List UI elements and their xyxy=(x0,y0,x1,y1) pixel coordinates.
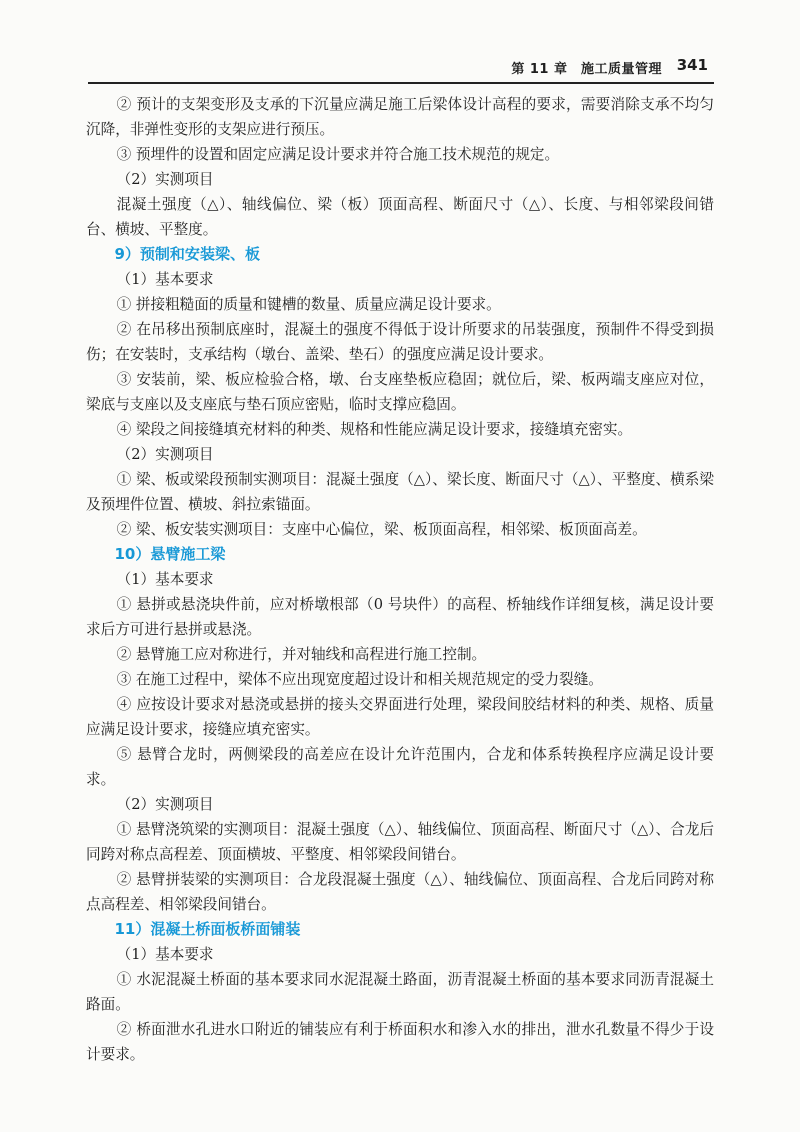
running-header xyxy=(88,52,714,84)
paragraph: ① 拼接粗糙面的质量和键槽的数量、质量应满足设计要求。 xyxy=(116,296,501,313)
paragraph: ③ 预埋件的设置和固定应满足设计要求并符合施工技术规范的规定。 xyxy=(116,146,560,163)
paragraph: 混凝土强度（△）、轴线偏位、梁（板）顶面高程、断面尺寸（△）、长度、与相邻梁段间错台、横坡、平整度。 xyxy=(86,196,714,238)
subheading: （1）基本要求 xyxy=(116,571,214,588)
paragraph: ② 预计的支架变形及支承的下沉量应满足施工后梁体设计高程的要求，需要消除支承不均匀沉降，非弹性变形的支架应进行预压。 xyxy=(86,96,714,138)
paragraph: ① 水泥混凝土桥面的基本要求同水泥混凝土路面，沥青混凝土桥面的基本要求同沥青混凝土路面。 xyxy=(86,971,714,1013)
paragraph: ① 悬拼或悬浇块件前，应对桥墩根部（0 号块件）的高程、桥轴线作详细复核，满足设计要求后方可进行悬拼或悬浇。 xyxy=(86,596,714,638)
subheading: （1）基本要求 xyxy=(116,946,214,963)
paragraph: ③ 安装前，梁、板应检验合格，墩、台支座垫板应稳固；就位后，梁、板两端支座应对位，梁底与支座以及支座底与垫石顶应密贴，临时支撑应稳固。 xyxy=(86,371,714,413)
paragraph: ③ 在施工过程中，梁体不应出现宽度超过设计和相关规范规定的受力裂缝。 xyxy=(116,671,603,688)
paragraph: ② 悬臂拼装梁的实测项目：合龙段混凝土强度（△）、轴线偏位、顶面高程、合龙后同跨对称点高程差、相邻梁段间错台。 xyxy=(86,871,714,913)
paragraph: ① 悬臂浇筑梁的实测项目：混凝土强度（△）、轴线偏位、顶面高程、断面尺寸（△）、合龙后同跨对称点高程差、顶面横坡、平整度、相邻梁段间错台。 xyxy=(86,821,714,863)
paragraph: ④ 梁段之间接缝填充材料的种类、规格和性能应满足设计要求，接缝填充密实。 xyxy=(116,421,633,438)
section-heading-10: 10）悬臂施工梁 xyxy=(114,545,226,563)
section-heading-11: 11）混凝土桥面板桥面铺装 xyxy=(114,920,301,938)
paragraph: ⑤ 悬臂合龙时，两侧梁段的高差应在设计允许范围内，合龙和体系转换程序应满足设计要求。 xyxy=(86,746,714,788)
page-body xyxy=(86,92,714,1067)
paragraph: ② 桥面泄水孔进水口附近的铺装应有利于桥面积水和渗入水的排出，泄水孔数量不得少于设计要求。 xyxy=(86,1021,714,1063)
paragraph: ② 悬臂施工应对称进行，并对轴线和高程进行施工控制。 xyxy=(116,646,487,663)
subheading: （2）实测项目 xyxy=(116,171,214,188)
paragraph: ② 梁、板安装实测项目：支座中心偏位，梁、板顶面高程，相邻梁、板顶面高差。 xyxy=(116,521,647,538)
subheading: （1）基本要求 xyxy=(116,271,214,288)
section-heading-9: 9）预制和安装梁、板 xyxy=(114,245,260,263)
paragraph: ① 梁、板或梁段预制实测项目：混凝土强度（△）、梁长度、断面尺寸（△）、平整度、横系梁及预埋件位置、横坡、斜拉索锚面。 xyxy=(86,471,714,513)
chapter-title: 第 11 章 施工质量管理 xyxy=(511,62,662,77)
paragraph: ② 在吊移出预制底座时，混凝土的强度不得低于设计所要求的吊装强度，预制件不得受到损伤；在安装时，支承结构（墩台、盖梁、垫石）的强度应满足设计要求。 xyxy=(86,321,714,363)
subheading: （2）实测项目 xyxy=(116,796,214,813)
page-number: 341 xyxy=(676,56,708,74)
subheading: （2）实测项目 xyxy=(116,446,214,463)
paragraph: ④ 应按设计要求对悬浇或悬拼的接头交界面进行处理，梁段间胶结材料的种类、规格、质量应满足设计要求，接缝应填充密实。 xyxy=(86,696,714,738)
